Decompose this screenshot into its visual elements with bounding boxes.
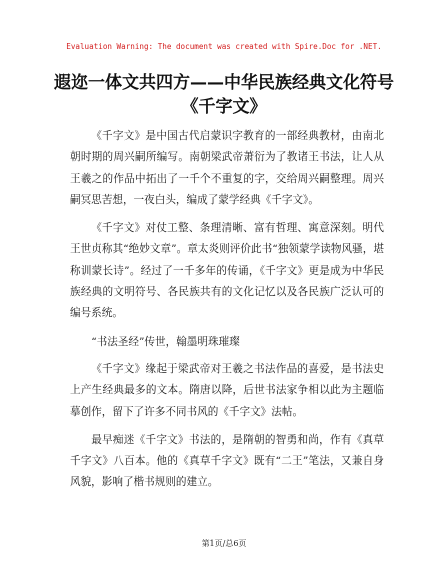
paragraph: 《千字文》缘起于梁武帝对王羲之书法作品的喜爱，是书法史上产生经典最多的文本。隋唐以降，后世书法家争相以此为主题临摹创作，留下了许多不同书风的《千字文》法帖。 xyxy=(70,362,384,418)
section-heading: “书法圣经”传世，翰墨明珠璀璨 xyxy=(91,335,240,348)
evaluation-warning: Evaluation Warning: The document was created with Spire.Doc for .NET. xyxy=(66,42,382,51)
paragraph: 《千字文》对仗工整、条理清晰、富有哲理、寓意深刻。明代王世贞称其“绝妙文章”。章太炎则评价此书“独领蒙学读物风骚，堪称训蒙长诗”。经过了一千多年的传诵，《千字文》更是成为中华民族经典的文明符号、各民族共有的文化记忆以及各民族广泛认可的编号系统。 xyxy=(70,222,384,320)
paragraph: 最早痴迷《千字文》书法的，是隋朝的智勇和尚，作有《真草千字文》八百本。他的《真草千字文》既有“二王”笔法，又兼自身风貌，影响了楷书规则的建立。 xyxy=(70,433,384,489)
page-footer: 第1页/总6页 xyxy=(201,539,247,548)
document-subtitle: 《千字文》 xyxy=(181,97,267,117)
paragraph: 《千字文》是中国古代启蒙识字教育的一部经典教材，由南北朝时期的周兴嗣所编写。南朝梁武帝萧衍为了教诸王书法，让人从王羲之的作品中拓出了一千个不重复的字，交给周兴嗣整理。周兴嗣冥思苦想，一夜白头，编成了蒙学经典《千字文》。 xyxy=(70,130,384,206)
document-body xyxy=(70,126,384,501)
document-title: 遐迩一体文共四方——中华民族经典文化符号 xyxy=(54,73,394,93)
